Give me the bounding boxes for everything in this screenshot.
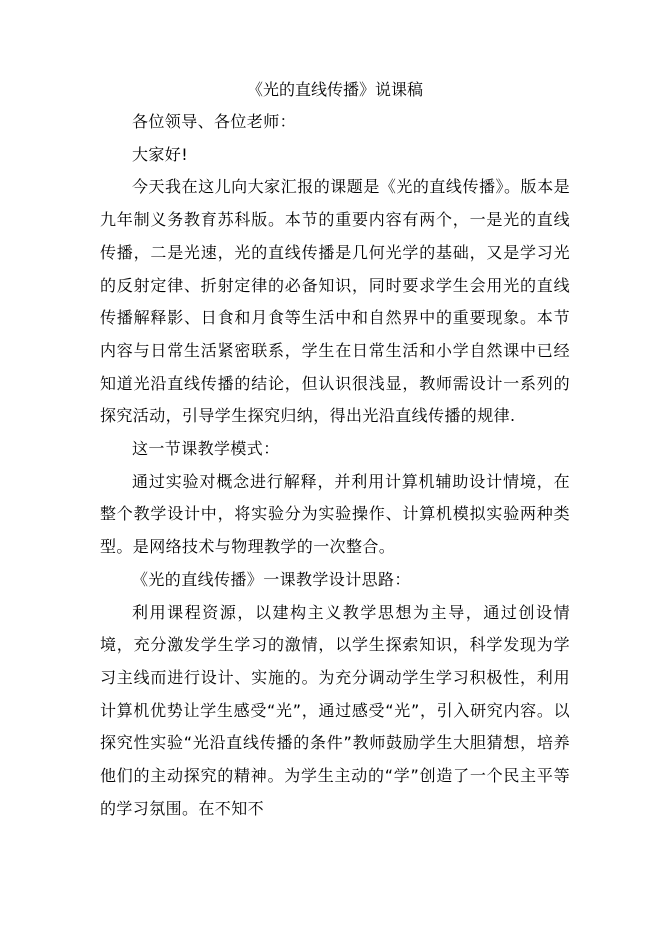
document-page [100, 74, 570, 825]
greeting-line: 各位领导、各位老师： [132, 112, 297, 131]
design-idea-paragraph: 利用课程资源，以建构主义教学思想为主导，通过创设情境，充分激发学生学习的激情，以学生探索知识，科学发现为学习主线而进行设计、实施的。为充分调动学生学习积极性，利用计算机优势让学生感受“光”，通过感受“光”，引入研究内容。以探究性实验“光沿直线传播的条件”教师鼓励学生大胆猜想，培养他们的主动探究的精神。为学生主动的“学”创造了一个民主平等的学习氛围。在不知不 [100, 602, 570, 818]
salutation-line: 大家好! [132, 144, 189, 164]
document-title: 《光的直线传播》说课稿 [246, 80, 423, 99]
intro-paragraph: 今天我在这儿向大家汇报的课题是《光的直线传播》。版本是九年制义务教育苏科版。本节的重要内容有两个，一是光的直线传播，二是光速，光的直线传播是几何光学的基础，又是学习光的反射定律、折射定律的必备知识，同时要求学生会用光的直线传播解释影、日食和月食等生活中和自然界中的重要现象。本节内容与日常生活紧密联系，学生在日常生活和小学自然课中已经知道光沿直线传播的结论，但认识很浅显，教师需设计一系列的探究活动，引导学生探究归纳，得出光沿直线传播的规律. [100, 177, 570, 426]
teaching-mode-paragraph: 通过实验对概念进行解释，并利用计算机辅助设计情境，在整个教学设计中，将实验分为实验操作、计算机模拟实验两种类型。是网络技术与物理教学的一次整合。 [100, 471, 570, 557]
teaching-mode-heading: 这一节课教学模式： [132, 439, 280, 459]
design-idea-heading: 《光的直线传播》一课教学设计思路： [132, 569, 411, 589]
